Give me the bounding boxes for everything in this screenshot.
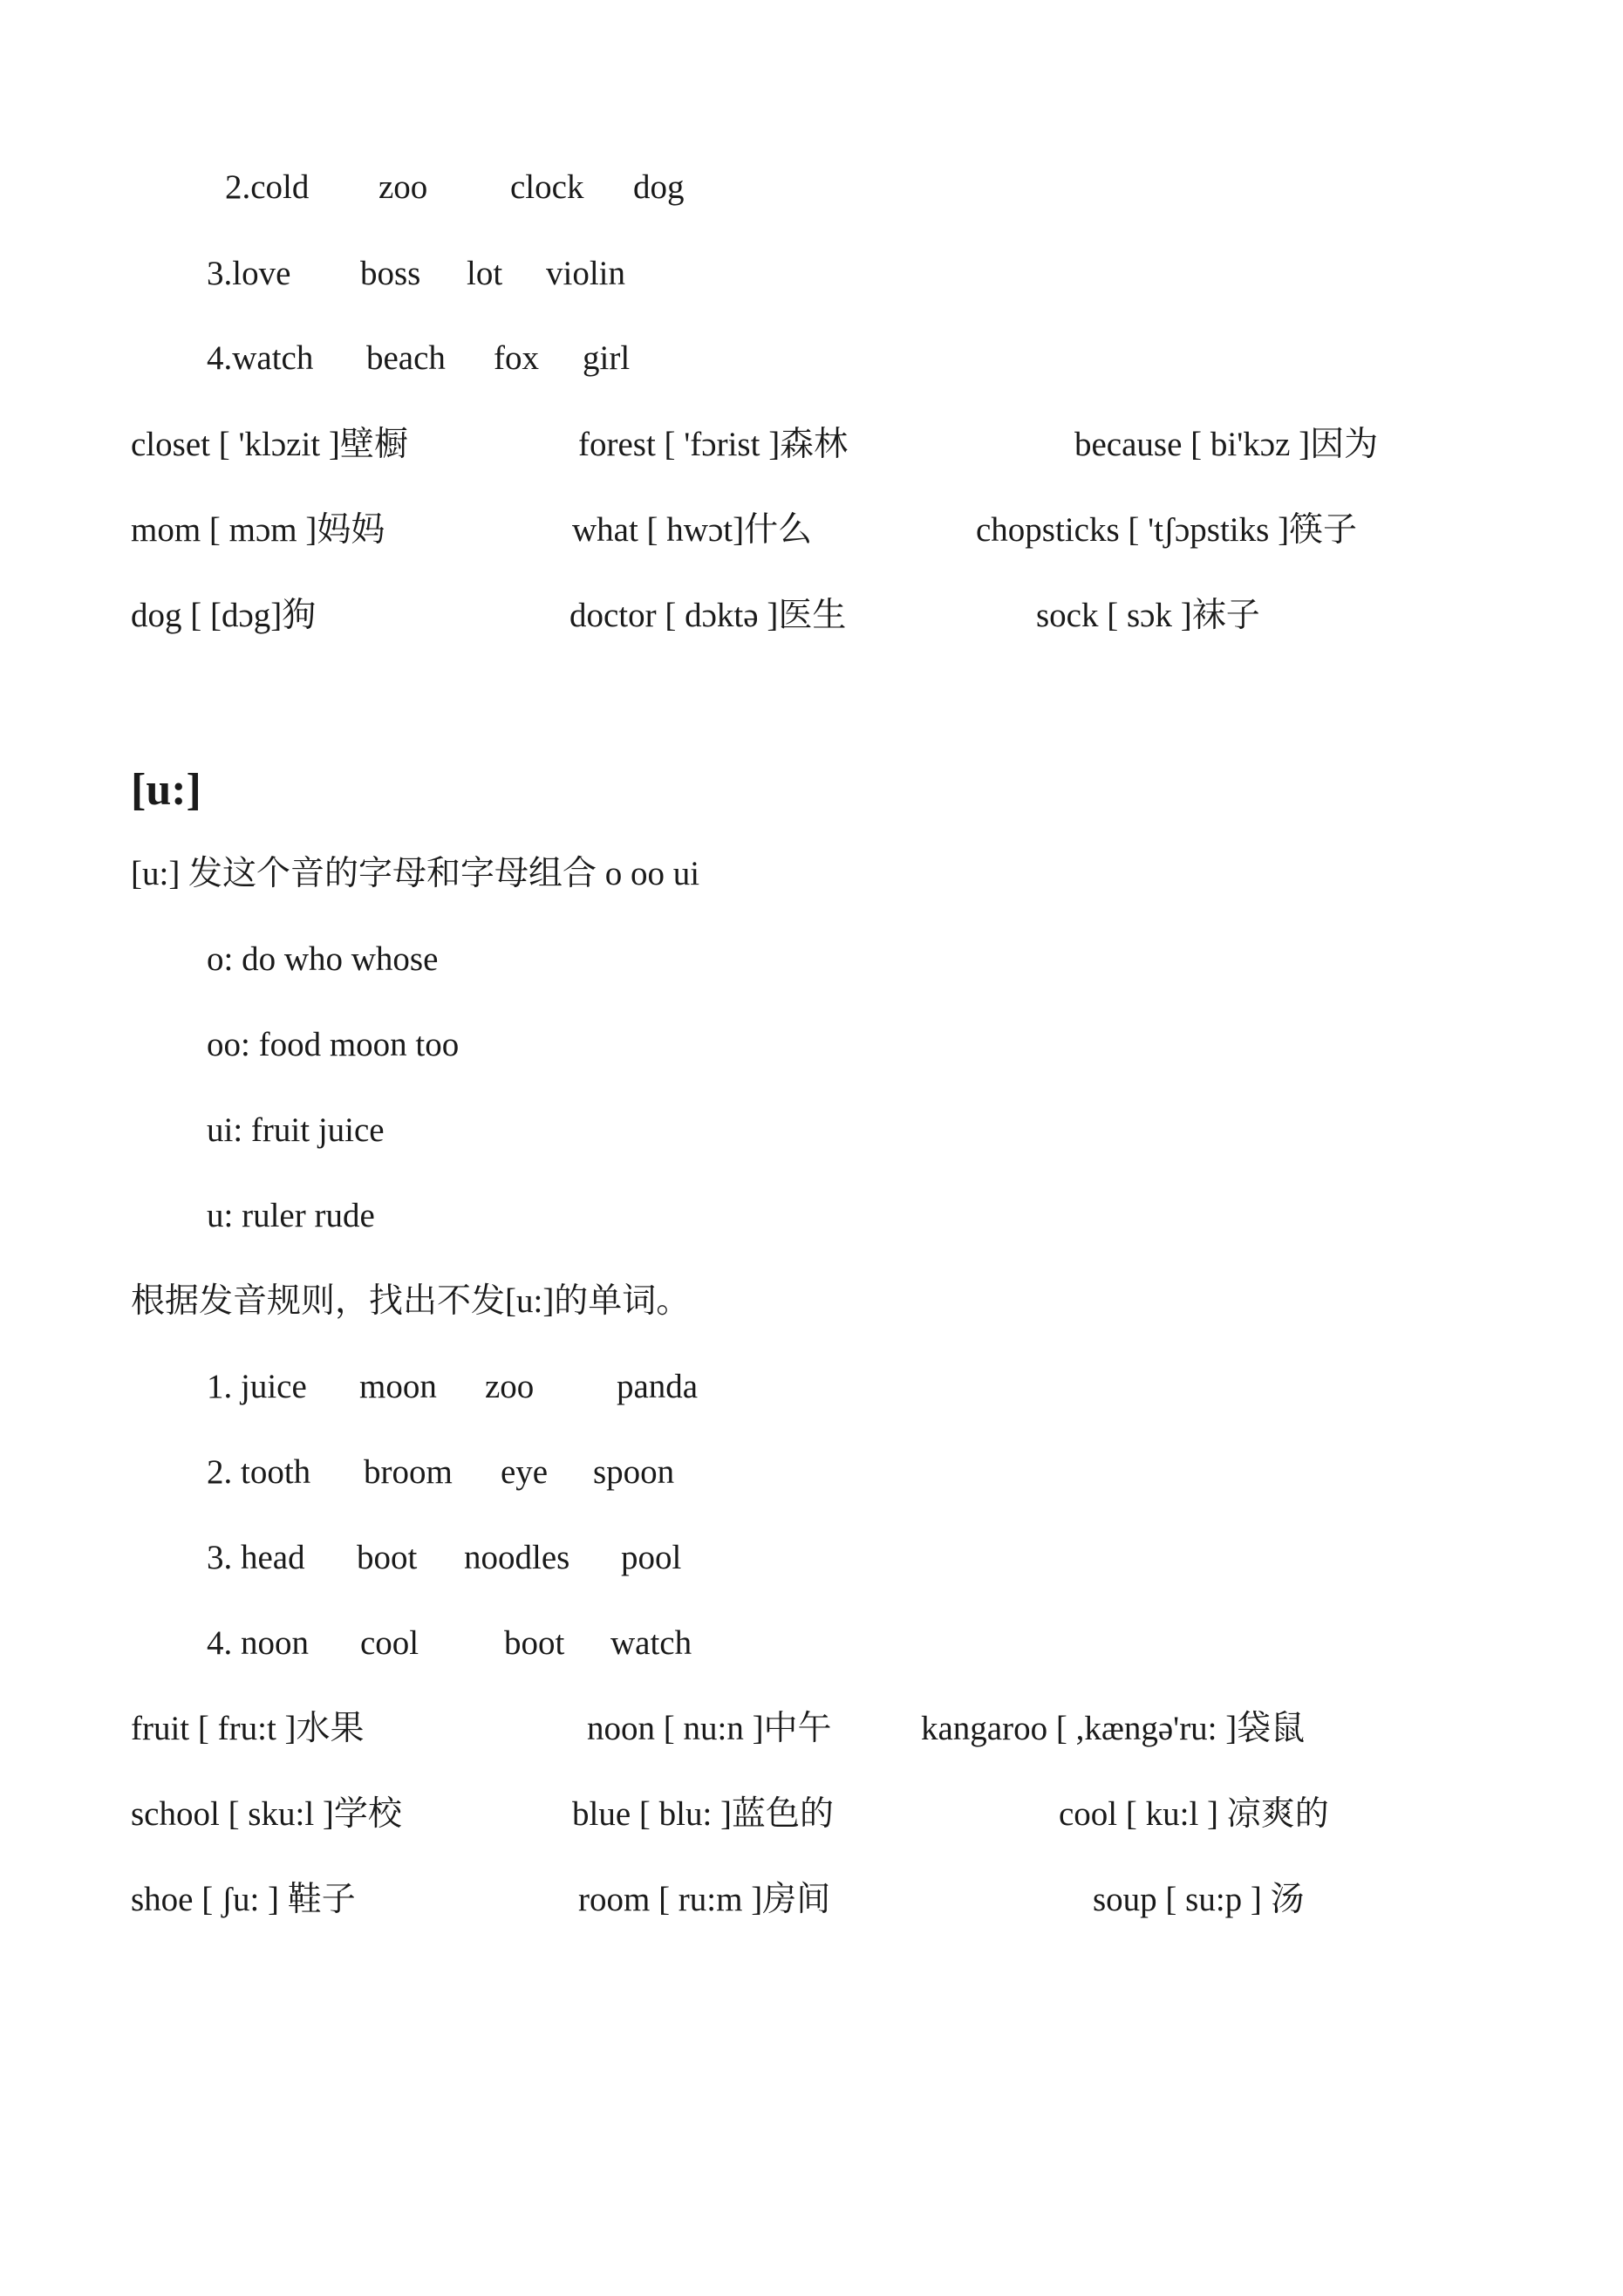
exercise-word: watch [610, 1624, 692, 1662]
exercise-word: pool [621, 1539, 682, 1576]
vocab-item: kangaroo [ ,kængə'ru: ]袋鼠 [921, 1710, 1306, 1747]
vocab-item: sock [ sɔk ]袜子 [1036, 597, 1260, 634]
vocab-item: cool [ ku:l ] 凉爽的 [1059, 1795, 1329, 1833]
vocab-item: shoe [ ʃu: ] 鞋子 [131, 1881, 356, 1918]
vocab-item: school [ sku:l ]学校 [131, 1795, 402, 1833]
exercise-word: violin [546, 255, 626, 292]
vocab-item: blue [ blu: ]蓝色的 [572, 1795, 835, 1833]
exercise-word: moon [359, 1368, 437, 1405]
exercise-word: clock [510, 168, 584, 206]
exercise-word: 4. noon [207, 1624, 309, 1662]
exercise-word: 1. juice [207, 1368, 307, 1405]
exercise-word: 4.watch [207, 339, 314, 377]
exercise-word: 3. head [207, 1539, 305, 1576]
exercise-word: spoon [593, 1453, 675, 1491]
exercise-word: 3.love [207, 255, 291, 292]
exercise-word: boot [357, 1539, 418, 1576]
exercise-instruction: 根据发音规则，找出不发[u:]的单词。 [131, 1282, 691, 1320]
exercise-word: boss [360, 255, 421, 292]
spelling-line: ui: fruit juice [207, 1111, 385, 1149]
vocab-item: chopsticks [ 'tʃɔpstiks ]筷子 [976, 511, 1358, 549]
exercise-word: noodles [464, 1539, 570, 1576]
vocab-item: soup [ su:p ] 汤 [1093, 1881, 1305, 1918]
exercise-word: zoo [485, 1368, 535, 1405]
exercise-word: girl [583, 339, 631, 377]
vocab-item: closet [ 'klɔzit ]壁橱 [131, 426, 408, 463]
section-heading: [u:] [131, 765, 201, 815]
spelling-line: u: ruler rude [207, 1197, 375, 1234]
exercise-word: panda [617, 1368, 699, 1405]
vocab-item: mom [ mɔm ]妈妈 [131, 511, 385, 549]
vocab-item: noon [ nu:n ]中午 [587, 1710, 832, 1747]
spelling-line: oo: food moon too [207, 1026, 460, 1063]
vocab-item: fruit [ fru:t ]水果 [131, 1710, 365, 1747]
exercise-word: broom [364, 1453, 453, 1491]
exercise-word: lot [467, 255, 503, 292]
vocab-item: dog [ [dɔg]狗 [131, 597, 317, 634]
vocab-item: because [ bi'kɔz ]因为 [1074, 426, 1379, 463]
exercise-word: boot [504, 1624, 565, 1662]
vocab-item: room [ ru:m ]房间 [578, 1881, 831, 1918]
vocab-item: doctor [ dɔktə ]医生 [569, 597, 847, 634]
exercise-word: eye [501, 1453, 549, 1491]
section-intro: [u:] 发这个音的字母和字母组合 o oo ui [131, 855, 700, 892]
exercise-word: beach [366, 339, 446, 377]
exercise-word: zoo [378, 168, 428, 206]
exercise-word: cool [360, 1624, 419, 1662]
exercise-word: fox [494, 339, 539, 377]
exercise-word: 2. tooth [207, 1453, 311, 1491]
exercise-word: 2.cold [225, 168, 310, 206]
vocab-item: what [ hwɔt]什么 [572, 511, 813, 549]
vocab-item: forest [ 'fɔrist ]森林 [578, 426, 849, 463]
exercise-word: dog [633, 168, 685, 206]
spelling-line: o: do who whose [207, 940, 439, 978]
